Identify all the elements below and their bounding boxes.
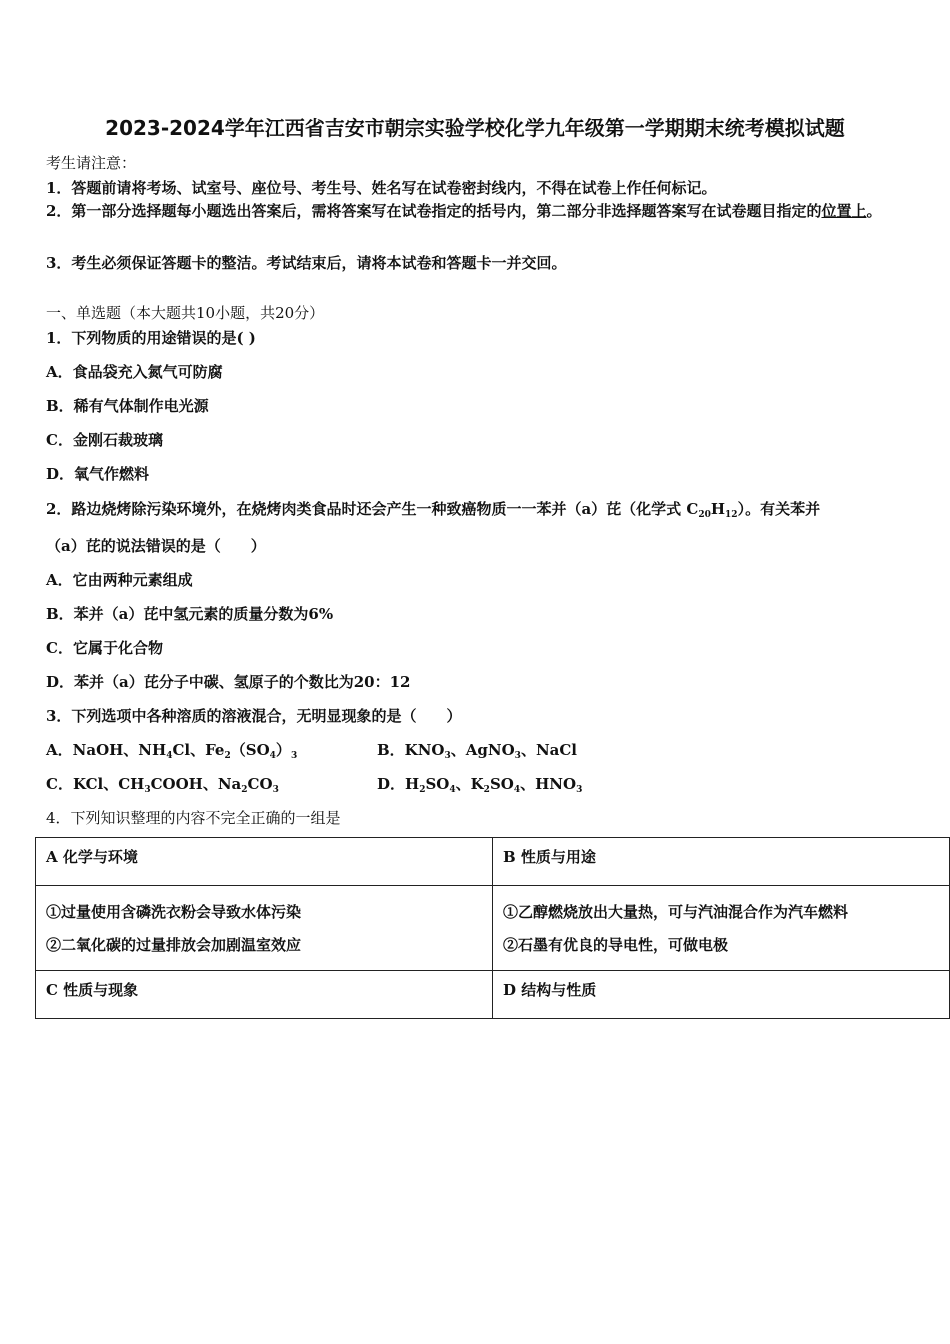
q3-b-part: 、AgNO <box>450 741 515 759</box>
q3-d-part: SO <box>425 775 450 793</box>
q3-a-part: （SO <box>230 741 270 759</box>
notice-item-2-underlined: 位置上 <box>821 202 867 220</box>
q3-a-sub: 2 <box>224 751 231 761</box>
q3-b-sub: 3 <box>444 751 451 761</box>
notice-item-3: 3．考生必须保证答题卡的整洁。考试结束后，请将本试卷和答题卡一并交回。 <box>46 254 567 272</box>
knowledge-table <box>35 837 950 1019</box>
q3-stem: 3．下列选项中各种溶质的溶液混合，无明显现象的是（ ） <box>46 707 462 725</box>
q3-d-part: SO <box>489 775 514 793</box>
q3-d-sub: 4 <box>513 785 521 795</box>
table-row <box>36 838 950 886</box>
q3-a-sub: 3 <box>290 751 298 761</box>
q3-b-sub: 3 <box>514 751 521 761</box>
q3-a-part: Cl、Fe <box>172 741 225 759</box>
q3-b-part: B．KNO <box>377 741 445 759</box>
q2-formula-h: H <box>710 500 726 518</box>
q3-d-sub: 3 <box>576 785 583 795</box>
q2-formula-sub-c: 20 <box>698 510 711 520</box>
q2-option-a: A．它由两种元素组成 <box>46 571 193 589</box>
table-row <box>36 971 950 1019</box>
q3-d-part: 、K <box>455 775 484 793</box>
q3-a-part: A．NaOH、NH <box>46 741 167 759</box>
table-cell-b-body <box>493 886 950 971</box>
q2-stem-line2: （a）芘的说法错误的是（ ） <box>46 537 266 555</box>
notice-heading: 考生请注意： <box>46 154 137 172</box>
table-cell-a-body <box>36 886 493 971</box>
table-cell-d-head: D 结构与性质 <box>493 971 950 1019</box>
section-heading: 一、单选题（本大题共10小题，共20分） <box>46 304 325 322</box>
q3-a-sub: 4 <box>166 751 173 761</box>
table-cell-c-head: C 性质与现象 <box>36 971 493 1019</box>
table-row <box>36 886 950 971</box>
q3-option-c <box>46 773 279 794</box>
table-cell-a-head: A 化学与环境 <box>36 838 493 886</box>
q1-option-c: C．金刚石裁玻璃 <box>46 431 163 449</box>
q4-stem: 4．下列知识整理的内容不完全正确的一组是 <box>46 809 341 827</box>
q3-d-sub: 2 <box>419 785 426 795</box>
q3-b-part: 、NaCl <box>520 741 578 759</box>
table-cell-b-head: B 性质与用途 <box>493 838 950 886</box>
q2-stem-end: ）。有关苯并 <box>737 500 821 518</box>
q3-c-part: C．KCl、CH <box>46 775 145 793</box>
table-item: ②二氧化碳的过量排放会加剧温室效应 <box>46 936 302 954</box>
notice-item-2 <box>46 199 906 224</box>
q2-stem-text: 2．路边烧烤除污染环境外，在烧烤肉类食品时还会产生一种致癌物质一一苯并（a）芘（化学式 C <box>46 500 699 518</box>
q3-c-sub: 3 <box>272 785 279 795</box>
q2-option-c: C．它属于化合物 <box>46 639 163 657</box>
q3-option-b <box>377 739 577 760</box>
table-item: ①乙醇燃烧放出大量热，可与汽油混合作为汽车燃料 <box>503 903 849 921</box>
table-item: ②石墨有优良的导电性，可做电极 <box>503 936 729 954</box>
q1-option-b: B．稀有气体制作电光源 <box>46 397 209 415</box>
q1-stem: 1．下列物质的用途错误的是( ) <box>46 329 256 347</box>
q3-d-sub: 2 <box>483 785 490 795</box>
page-title: 2023-2024学年江西省吉安市朝宗实验学校化学九年级第一学期期末统考模拟试题 <box>105 116 845 140</box>
q1-option-a: A．食品袋充入氮气可防腐 <box>46 363 223 381</box>
q3-c-part: CO <box>247 775 273 793</box>
q3-d-part: D．H <box>377 775 420 793</box>
q2-option-d: D．苯并（a）芘分子中碳、氢原子的个数比为20：12 <box>46 673 411 691</box>
q2-stem <box>46 498 820 519</box>
q3-d-sub: 4 <box>449 785 456 795</box>
q3-c-sub: 3 <box>144 785 151 795</box>
notice-item-1: 1．答题前请将考场、试室号、座位号、考生号、姓名写在试卷密封线内，不得在试卷上作任何标记。 <box>46 179 717 197</box>
notice-item-2-text: 2．第一部分选择题每小题选出答案后，需将答案写在试卷指定的括号内，第二部分非选择题答案写在试卷题目指定的 <box>46 202 822 220</box>
q3-a-sub: 4 <box>269 751 276 761</box>
q3-d-part: 、HNO <box>520 775 577 793</box>
q3-option-a <box>46 739 297 760</box>
q2-formula-sub-h: 12 <box>725 510 738 520</box>
q2-option-b: B．苯并（a）芘中氢元素的质量分数为6% <box>46 605 334 623</box>
q3-c-sub: 2 <box>241 785 248 795</box>
table-item: ①过量使用含磷洗衣粉会导致水体污染 <box>46 903 302 921</box>
notice-item-2-end: 。 <box>866 202 882 220</box>
q3-a-part: ） <box>275 741 291 759</box>
q3-c-part: COOH、Na <box>150 775 242 793</box>
q1-option-d: D．氧气作燃料 <box>46 465 150 483</box>
q3-option-d <box>377 773 582 794</box>
